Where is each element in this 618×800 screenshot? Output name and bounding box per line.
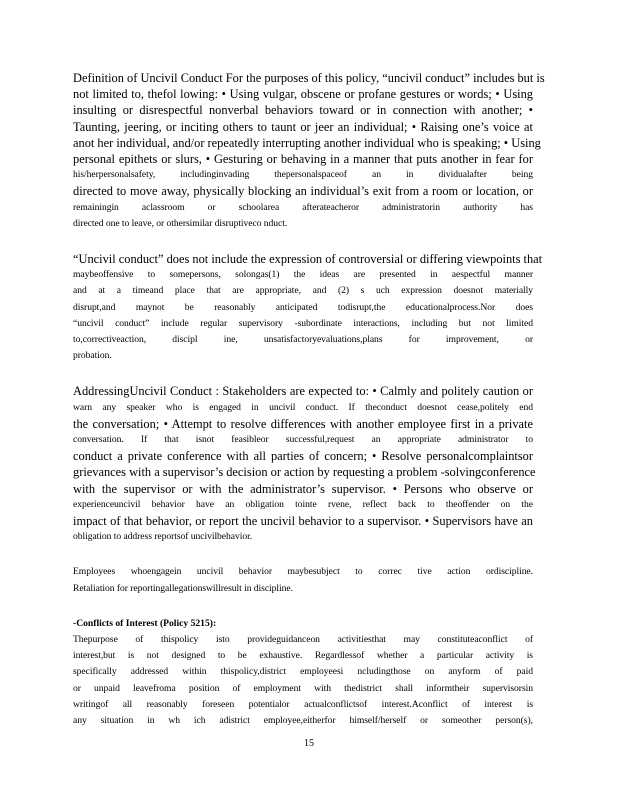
text-line: warn any speaker who is engaged in uncivil conduct. If theconduct doesnot cease,politely end bbox=[73, 401, 533, 413]
text-line: conversation. If that isnot feasibleor successful,request an appropriate administrator to bbox=[73, 434, 533, 446]
text-line: remainingin aclassroom or schoolarea afterateacheror administratorin authority has bbox=[73, 201, 533, 213]
text-line: disrupt,and maynot be reasonably anticipated todisrupt,the educationalprocess.Nor does bbox=[73, 301, 533, 313]
text-line: Thepurpose of thispolicy isto provideguidanceon activitiesthat may constituteaconflict of bbox=[73, 633, 533, 645]
text-line: and at a timeand place that are appropriate, and (2) s uch expression doesnot materially bbox=[73, 285, 533, 297]
text-line: writingof all reasonably foreseen potentialor actualconflictsof interest.Aconflict of interest is bbox=[73, 698, 533, 710]
page-content bbox=[73, 70, 545, 729]
paragraph-conflicts bbox=[73, 632, 533, 729]
text-line: maybeoffensive to somepersons, solongas(1) the ideas are presented in aespectful manner bbox=[73, 269, 533, 281]
text-line: personal epithets or slurs, • Gesturing or behaving in a manner that puts another in fear for bbox=[73, 152, 533, 167]
text-line: Taunting, jeering, or inciting others to taunt or jeer an individual; • Raising one’s voice at bbox=[73, 119, 533, 134]
text-line: “uncivil conduct” include regular supervisory -subordinate interactions, including but not limited bbox=[73, 317, 533, 329]
text-line: conduct a private conference with all parties of concern; • Resolve personalcomplaintsor bbox=[73, 449, 533, 464]
text-line: Employees whoengagein uncivil behavior maybesubject to correc tive action ordiscipline. bbox=[73, 566, 533, 578]
text-line: experienceuncivil behavior have an obligation tointe rvene, reflect back to theoffender on the bbox=[73, 498, 533, 510]
text-line: “Uncivil conduct” does not include the expression of controversial or differing viewpoints that bbox=[73, 252, 543, 267]
text-line: to,correctiveaction, discipl ine, unsatisfactoryevaluations,plans for improvement, or bbox=[73, 334, 533, 346]
paragraph-discipline bbox=[73, 564, 533, 596]
text-line: Definition of Uncivil Conduct For the purposes of this policy, “uncivil conduct” includes but is bbox=[73, 71, 545, 85]
text-line: Retaliation for reportingallegationswillresult in discipline. bbox=[73, 582, 293, 594]
text-line: the conversation; • Attempt to resolve differences with another employee first in a private bbox=[73, 416, 533, 431]
text-line: or unpaid leavefroma position of employment with thedistrict shall informtheir supervisorsin bbox=[73, 682, 533, 694]
text-line: obligation to address reportsof uncivilbehavior. bbox=[73, 531, 253, 543]
text-line: directed to move away, physically blocking an individual’s exit from a room or location, or bbox=[73, 184, 533, 199]
text-line: insulting or disrespectful nonverbal behaviors toward or in connection with another; • bbox=[73, 103, 533, 118]
text-line: not limited to, thefol lowing: • Using vulgar, obscene or profane gestures or words; • Using bbox=[73, 87, 533, 102]
page-number: 15 bbox=[304, 738, 314, 749]
paragraph-exclusions bbox=[73, 251, 543, 364]
text-line: specifically addressed within thispolicy,district employeesi ncludingthose on anyform of paid bbox=[73, 666, 533, 678]
section-heading: -Conflicts of Interest (Policy 5215): bbox=[73, 617, 217, 629]
text-line: grievances with a supervisor’s decision or action by requesting a problem -solvingconference bbox=[73, 465, 536, 480]
paragraph-definition bbox=[73, 70, 545, 232]
text-line: impact of that behavior, or report the uncivil behavior to a supervisor. • Supervisors have an bbox=[73, 514, 533, 529]
text-line: his/herpersonalsafety, includinginvading thepersonalspaceof an in dividualafter being bbox=[73, 169, 533, 181]
paragraph-addressing bbox=[73, 383, 536, 545]
text-line: AddressingUncivil Conduct : Stakeholders are expected to: • Calmly and politely caution or bbox=[73, 384, 533, 399]
text-line: with the supervisor or with the administrator’s supervisor. • Persons who observe or bbox=[73, 481, 533, 496]
text-line: probation. bbox=[73, 350, 112, 362]
text-line: anot her individual, and/or repeatedly interrupting another individual who is speaking; • Using bbox=[73, 135, 541, 150]
text-line: any situation in wh ich adistrict employee,eitherfor himself/herself or someother person(s), bbox=[73, 714, 533, 726]
text-line: directed one to leave, or othersimilar disruptiveco nduct. bbox=[73, 217, 288, 229]
text-line: interest,but is not designed to be exhaustive. Regardlessof whether a particular activity is bbox=[73, 650, 533, 662]
